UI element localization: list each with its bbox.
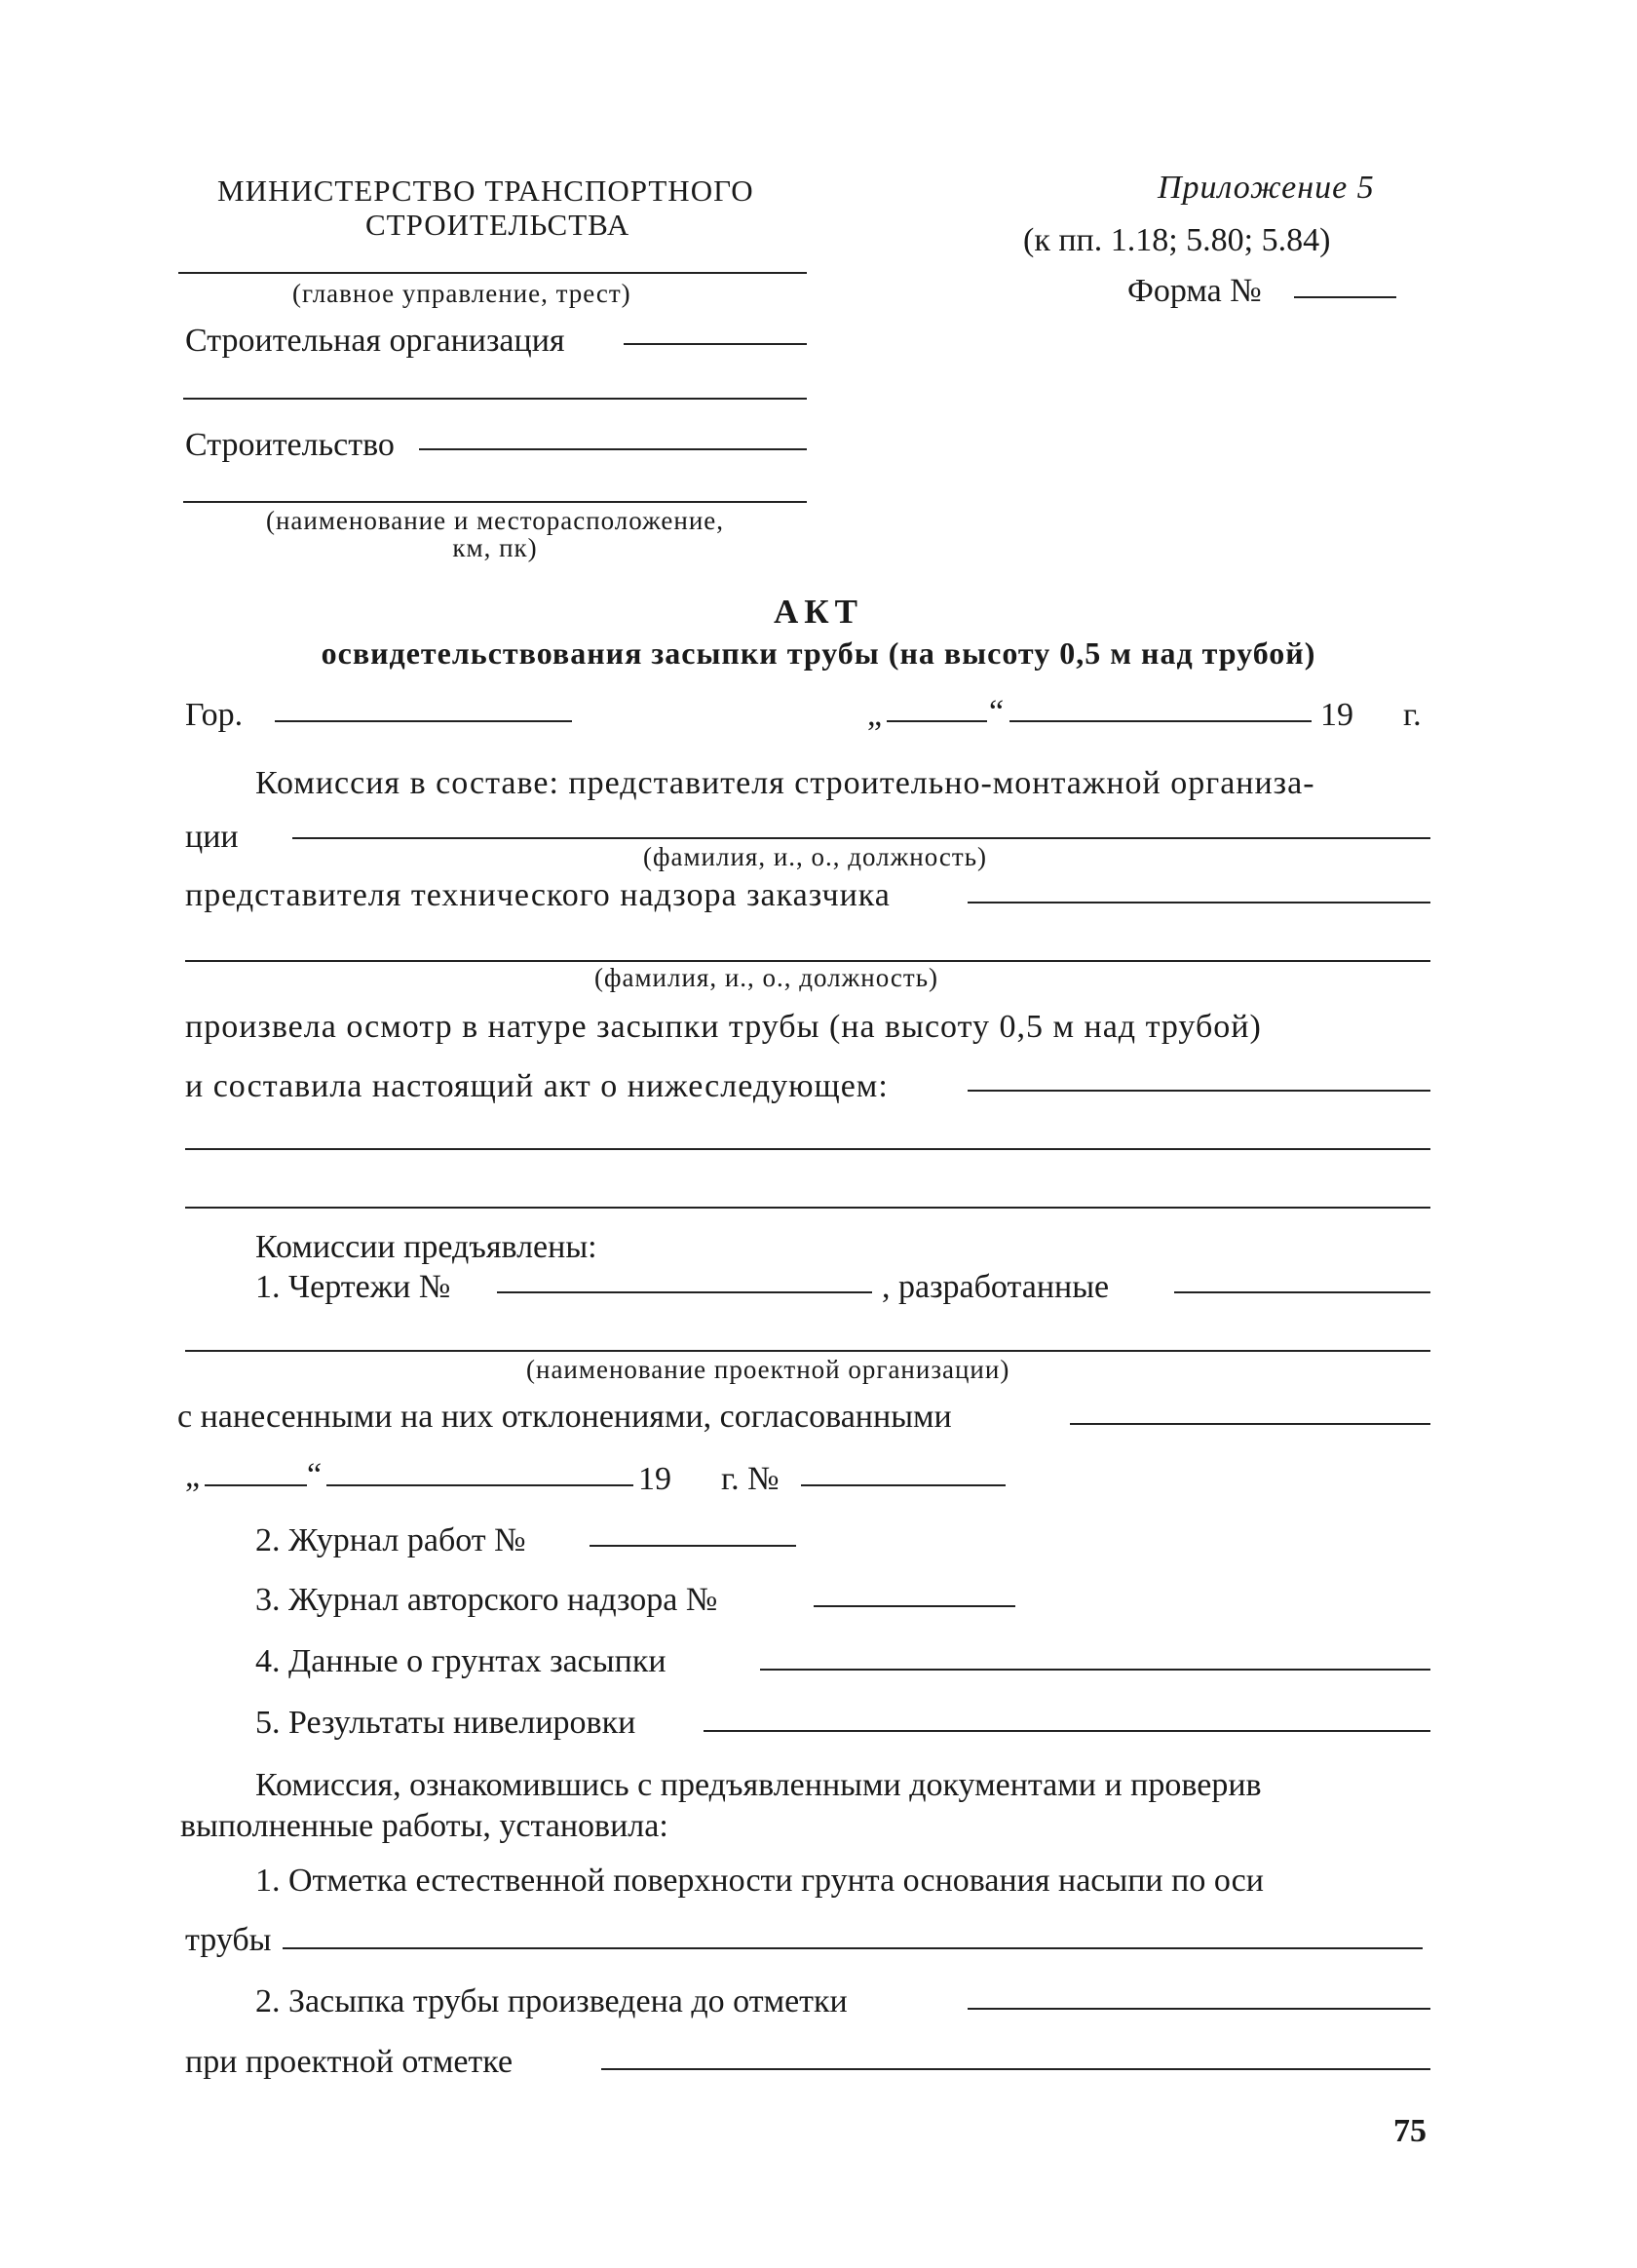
ministry-line-1: МИНИСТЕРСТВО ТРАНСПОРТНОГО <box>217 173 754 208</box>
commission-line: Комиссия в составе: представителя строительно-монтажной организа- <box>255 765 1315 801</box>
agreed-date-day-field[interactable] <box>205 1484 307 1486</box>
construction-field-2[interactable] <box>183 501 807 503</box>
item-2-work-log: 2. Журнал работ № <box>255 1522 526 1558</box>
agreed-date-quote-close: “ <box>307 1457 323 1493</box>
inspection-line: произвела осмотр в натуре засыпки трубы (на высоту 0,5 м над трубой) <box>185 1009 1262 1045</box>
leveling-field[interactable] <box>704 1730 1430 1732</box>
developer-field[interactable] <box>1174 1291 1430 1293</box>
design-mark-field[interactable] <box>601 2068 1430 2070</box>
date-quote-close: “ <box>989 694 1005 730</box>
drawings-number-field[interactable] <box>497 1291 872 1293</box>
tech-supervision-field-2[interactable] <box>185 960 1430 962</box>
construction-org-field-2[interactable] <box>183 398 807 400</box>
city-label: Гор. <box>185 697 244 733</box>
appendix-reference: (к пп. 1.18; 5.80; 5.84) <box>1023 222 1331 258</box>
main-directorate-line[interactable] <box>178 272 807 274</box>
item-3-supervision-log: 3. Журнал авторского надзора № <box>255 1582 718 1618</box>
soil-data-field[interactable] <box>760 1669 1430 1671</box>
main-directorate-caption: (главное управление, трест) <box>292 279 631 308</box>
agreed-date-number-label: г. № <box>721 1461 780 1497</box>
construction-label: Строительство <box>185 427 395 463</box>
tech-supervision-field[interactable] <box>968 902 1430 903</box>
backfill-mark-field[interactable] <box>968 2008 1430 2010</box>
agreed-date-quote-open: „ <box>185 1458 201 1494</box>
presented-heading: Комиссии предъявлены: <box>255 1229 597 1265</box>
commission-member-field[interactable] <box>292 837 1430 839</box>
construction-org-label: Строительная организация <box>185 323 565 359</box>
act-title: АКТ <box>774 593 863 631</box>
finding-1-cont: трубы <box>185 1922 272 1958</box>
ground-mark-field[interactable] <box>283 1947 1423 1949</box>
year-suffix: г. <box>1403 697 1422 733</box>
construction-field[interactable] <box>419 448 807 450</box>
agreed-date-year: 19 <box>638 1461 671 1497</box>
commission-line-cont: ции <box>185 819 239 855</box>
supervision-log-field[interactable] <box>814 1605 1015 1607</box>
page-number: 75 <box>1393 2113 1427 2149</box>
findings-field-2[interactable] <box>185 1148 1430 1150</box>
name-location-caption-1: (наименование и месторасположение, <box>265 506 725 535</box>
item-4-soil-data: 4. Данные о грунтах засыпки <box>255 1643 666 1679</box>
agreed-number-field[interactable] <box>801 1484 1006 1486</box>
date-day-field[interactable] <box>887 720 987 722</box>
item-1-developed: , разработанные <box>882 1269 1110 1305</box>
city-field[interactable] <box>275 720 572 722</box>
findings-field[interactable] <box>968 1090 1430 1092</box>
ministry-line-2: СТРОИТЕЛЬСТВА <box>365 208 630 242</box>
date-month-field[interactable] <box>1009 720 1312 722</box>
finding-2: 2. Засыпка трубы произведена до отметки <box>255 1983 848 2019</box>
form-number-field[interactable] <box>1294 296 1396 298</box>
name-location-caption-2: км, пк) <box>452 533 538 562</box>
established-line-1: Комиссия, ознакомившись с предъявленными документами и проверив <box>255 1767 1262 1803</box>
act-subtitle: освидетельствования засыпки трубы (на высоту 0,5 м над трубой) <box>321 635 1316 671</box>
tech-supervision-label: представителя технического надзора заказчика <box>185 877 891 913</box>
finding-1: 1. Отметка естественной поверхности грунта основания насыпи по оси <box>255 1863 1264 1899</box>
compiled-line: и составила настоящий акт о нижеследующем: <box>185 1068 889 1104</box>
date-quote-open: „ <box>867 697 883 733</box>
form-number-label: Форма № <box>1127 273 1262 309</box>
established-line-2: выполненные работы, установила: <box>180 1808 668 1844</box>
construction-org-field[interactable] <box>624 343 807 345</box>
year-prefix: 19 <box>1320 697 1353 733</box>
developer-field-2[interactable] <box>185 1350 1430 1352</box>
findings-field-3[interactable] <box>185 1207 1430 1209</box>
deviations-label: с нанесенными на них отклонениями, согласованными <box>177 1399 952 1435</box>
work-log-field[interactable] <box>590 1545 796 1547</box>
design-org-caption: (наименование проектной организации) <box>526 1355 1010 1384</box>
appendix-label: Приложение 5 <box>1158 170 1375 206</box>
item-1-drawings: 1. Чертежи № <box>255 1269 451 1305</box>
fio-caption-2: (фамилия, и., о., должность) <box>594 963 939 992</box>
deviations-field[interactable] <box>1070 1423 1430 1425</box>
agreed-date-month-field[interactable] <box>326 1484 633 1486</box>
fio-caption-1: (фамилия, и., о., должность) <box>643 842 988 871</box>
design-mark-label: при проектной отметке <box>185 2044 514 2080</box>
item-5-leveling: 5. Результаты нивелировки <box>255 1705 636 1741</box>
